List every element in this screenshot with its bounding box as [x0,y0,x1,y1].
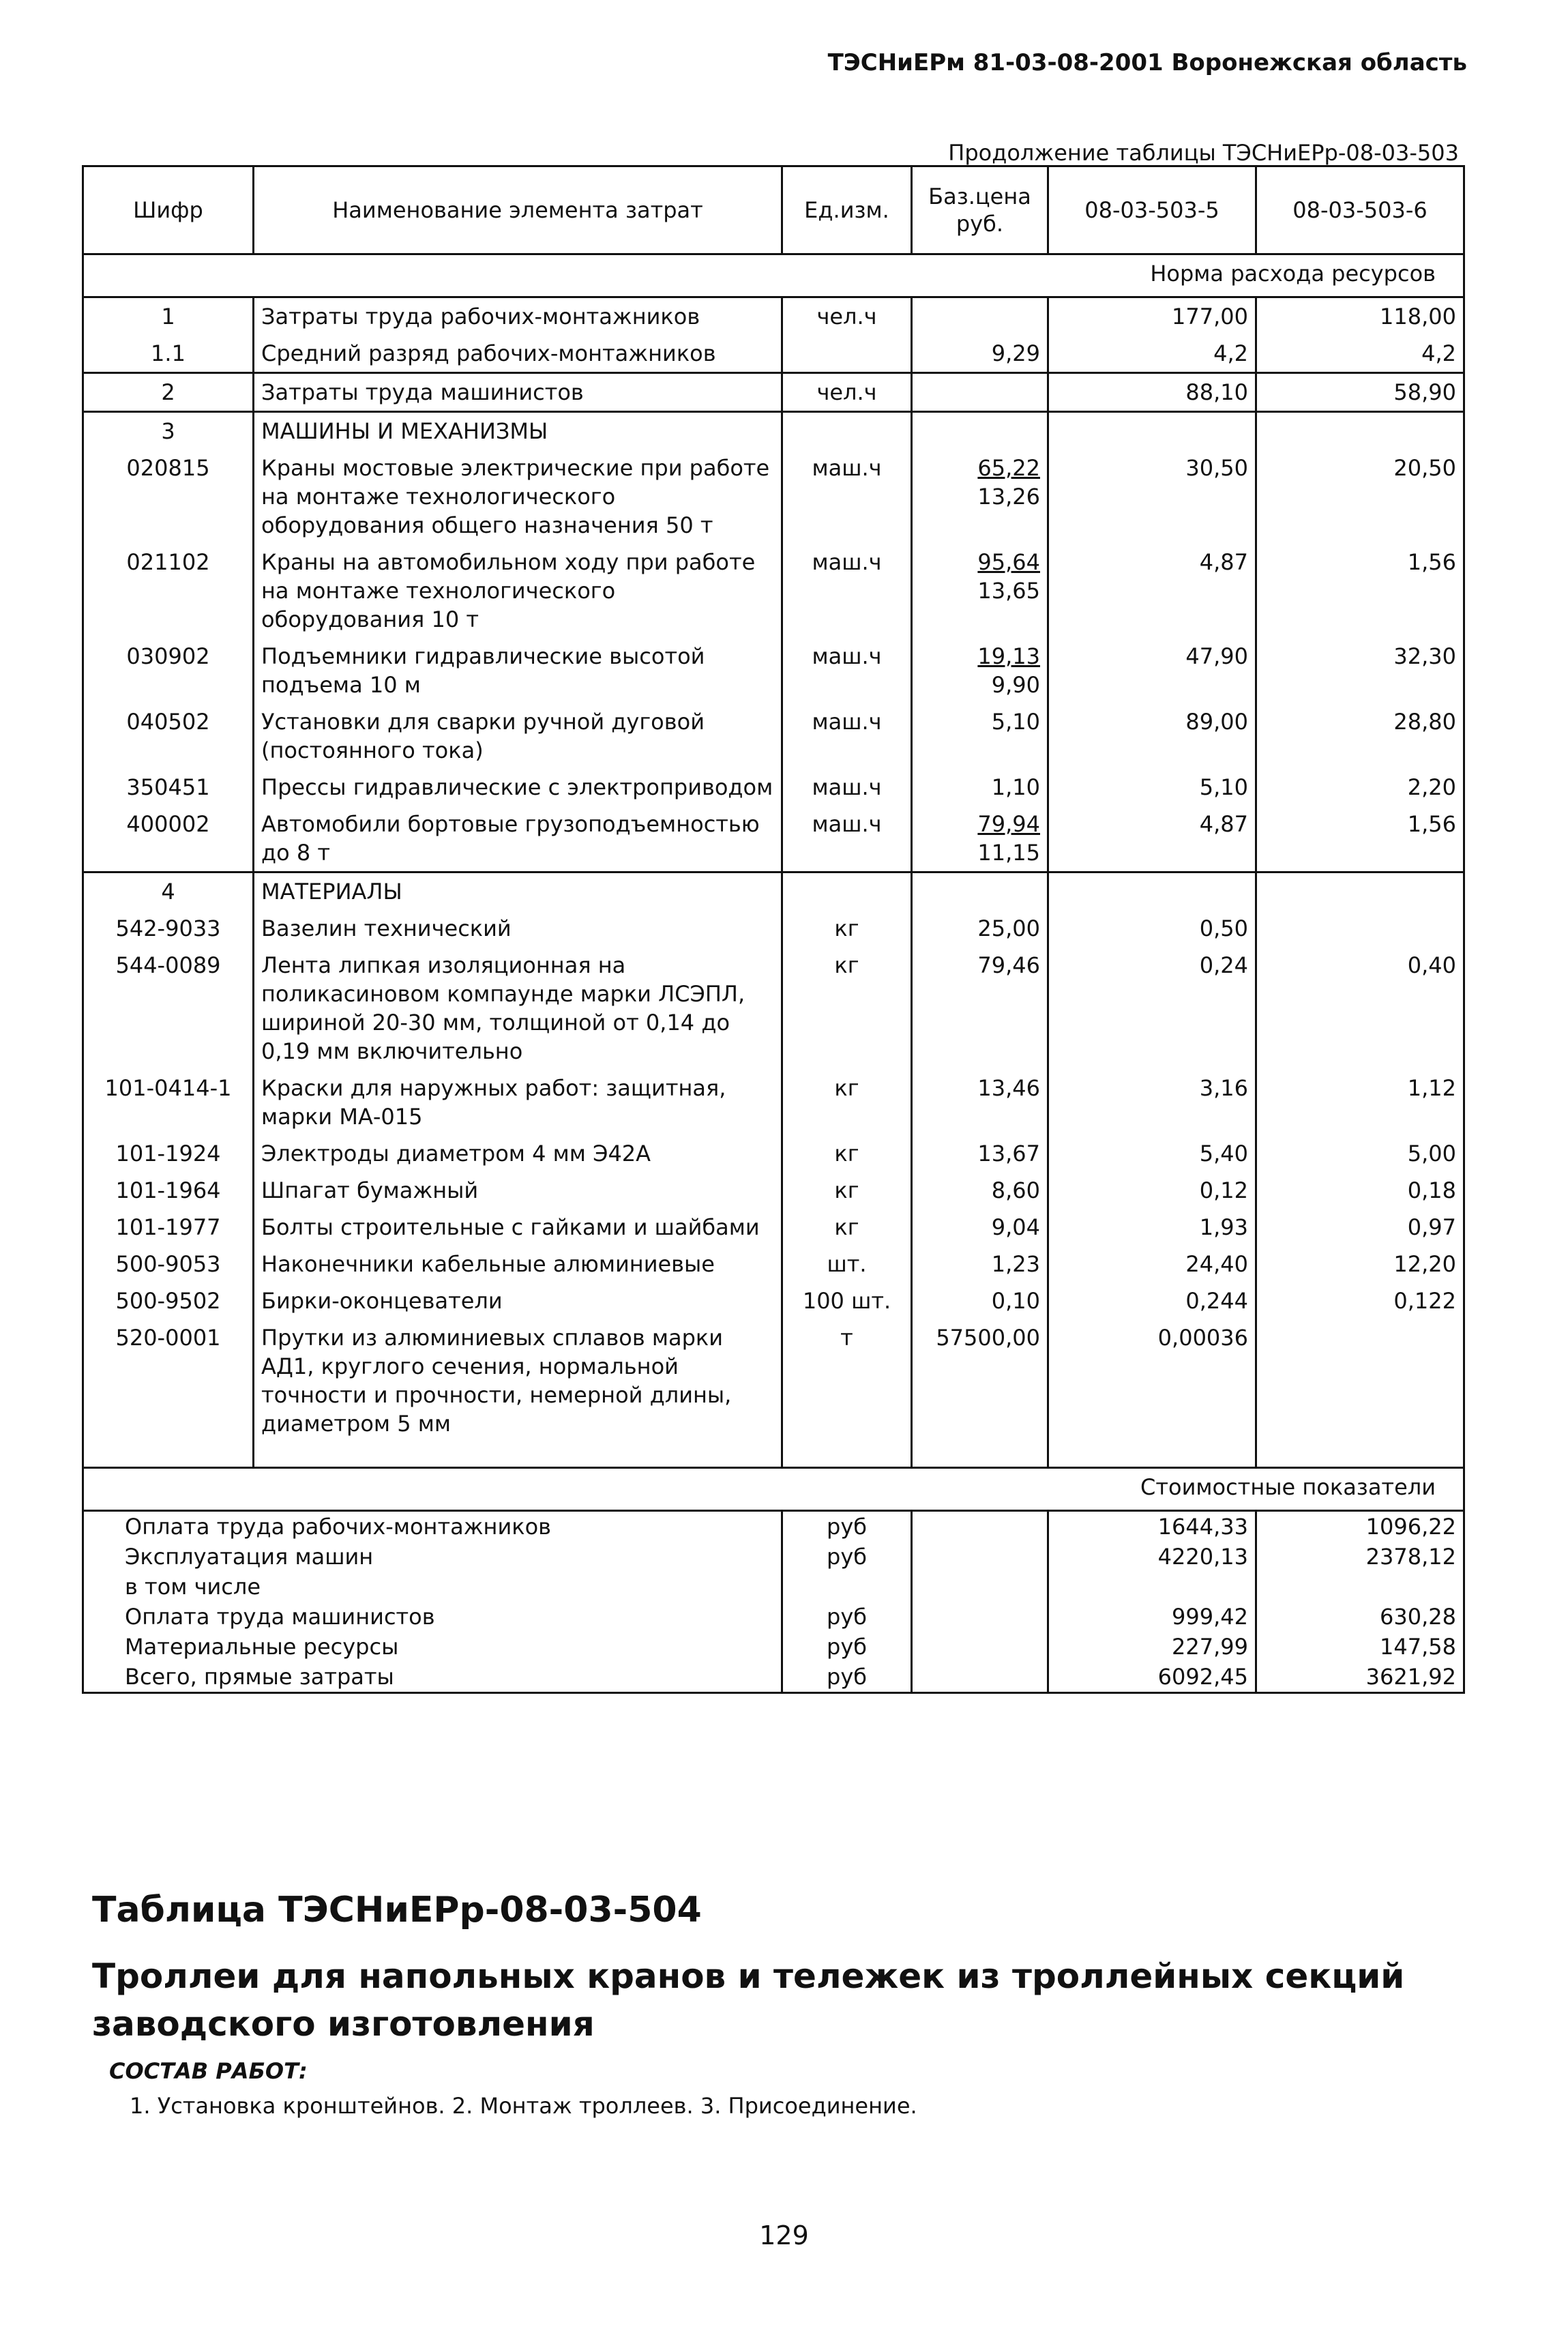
norm-label: Норма расхода ресурсов [83,254,1464,297]
machines-section-row [83,412,1464,450]
price-cell [912,1209,1048,1246]
material-row [83,947,1464,1070]
unit-cell: чел.ч [782,297,912,336]
page-header: ТЭСНиЕРм 81-03-08-2001 Воронежская область [827,49,1467,76]
price-cell [912,910,1048,947]
machine-row [83,450,1464,544]
code-cell: 101-1964 [83,1172,254,1209]
price-operator-value: 13,65 [977,578,1040,604]
cost-label: Стоимостные показатели [83,1468,1464,1511]
price-cell [912,544,1048,638]
labor-row [83,335,1464,373]
cost-row-unit: руб [782,1511,912,1542]
price-value: 19,13 [977,643,1040,669]
material-row [83,1209,1464,1246]
value-cell-2: 12,20 [1256,1246,1464,1282]
spacer-cell [1048,1442,1256,1468]
code-cell: 021102 [83,544,254,638]
price-value: 79,94 [977,811,1040,837]
price-cell [912,1282,1048,1319]
price-value: 79,46 [977,952,1040,978]
value-cell-2: 58,90 [1256,373,1464,412]
cost-row-v2 [1256,1572,1464,1602]
price-value: 1,23 [991,1251,1040,1277]
name-cell: Установки для сварки ручной дуговой (постоянного тока) [254,703,782,769]
value-cell-2: 32,30 [1256,638,1464,703]
price-cell [912,297,1048,336]
name-cell: Краски для наружных работ: защитная, марки МА-015 [254,1070,782,1135]
value-cell-1: 0,50 [1048,910,1256,947]
unit-cell: шт. [782,1246,912,1282]
header-price: Баз.цена руб. [912,166,1048,254]
name-cell: Средний разряд рабочих-монтажников [254,335,782,373]
machine-row [83,703,1464,769]
material-row [83,910,1464,947]
cost-row-v1: 4220,13 [1048,1542,1256,1572]
unit-cell: кг [782,947,912,1070]
cost-row-v1: 227,99 [1048,1632,1256,1662]
value-cell-1 [1048,412,1256,450]
cost-row-unit: руб [782,1542,912,1572]
price-value: 25,00 [977,915,1040,941]
price-operator-value: 9,90 [991,672,1040,698]
name-cell: Болты строительные с гайками и шайбами [254,1209,782,1246]
code-cell: 520-0001 [83,1319,254,1442]
header-v2: 08-03-503-6 [1256,166,1464,254]
code-cell: 4 [83,872,254,911]
cost-row-label: Всего, прямые затраты [83,1662,782,1693]
value-cell-1: 5,40 [1048,1135,1256,1172]
name-cell: Прутки из алюминиевых сплавов марки АД1, круглого сечения, нормальной точности и прочности, немерной длины, диаметром 5 мм [254,1319,782,1442]
machine-row [83,544,1464,638]
cost-row-price-empty [912,1632,1048,1662]
cost-row-label: Оплата труда рабочих-монтажников [83,1511,782,1542]
name-cell: Затраты труда рабочих-монтажников [254,297,782,336]
value-cell-1: 4,2 [1048,335,1256,373]
table-continuation-note: Продолжение таблицы ТЭСНиЕРр-08-03-503 [948,140,1459,166]
cost-row-price-empty [912,1511,1048,1542]
unit-cell: кг [782,1135,912,1172]
unit-cell: маш.ч [782,450,912,544]
cost-row-label: в том числе [83,1572,782,1602]
cost-row [83,1632,1464,1662]
unit-cell: маш.ч [782,703,912,769]
price-operator-value: 13,26 [977,484,1040,510]
resource-table [82,165,1465,1694]
price-cell [912,1070,1048,1135]
name-cell: Краны мостовые электрические при работе на монтаже технологического оборудования общего назначения 50 т [254,450,782,544]
value-cell-2: 0,122 [1256,1282,1464,1319]
materials-section-row [83,872,1464,911]
value-cell-2: 1,12 [1256,1070,1464,1135]
price-value: 1,10 [991,774,1040,800]
price-value: 13,46 [977,1075,1040,1101]
name-cell: Бирки-оконцеватели [254,1282,782,1319]
code-cell: 030902 [83,638,254,703]
unit-cell [782,872,912,911]
name-cell: Автомобили бортовые грузоподъемностью до 8 т [254,806,782,872]
value-cell-2: 118,00 [1256,297,1464,336]
code-cell: 350451 [83,769,254,806]
value-cell-1: 0,12 [1048,1172,1256,1209]
price-cell [912,373,1048,412]
spacer-cell [254,1442,782,1468]
code-cell: 020815 [83,450,254,544]
price-cell [912,1172,1048,1209]
value-cell-2: 5,00 [1256,1135,1464,1172]
unit-cell: т [782,1319,912,1442]
unit-cell: маш.ч [782,544,912,638]
value-cell-1: 1,93 [1048,1209,1256,1246]
value-cell-1: 30,50 [1048,450,1256,544]
material-row [83,1172,1464,1209]
cost-row [83,1511,1464,1542]
value-cell-1: 24,40 [1048,1246,1256,1282]
cost-row-v2: 1096,22 [1256,1511,1464,1542]
value-cell-1: 47,90 [1048,638,1256,703]
price-value: 0,10 [991,1288,1040,1314]
value-cell-2: 0,18 [1256,1172,1464,1209]
value-cell-1: 88,10 [1048,373,1256,412]
price-value: 13,67 [977,1141,1040,1166]
value-cell-1: 0,24 [1048,947,1256,1070]
unit-cell: чел.ч [782,373,912,412]
spacer-cell [782,1442,912,1468]
cost-row-unit [782,1572,912,1602]
cost-row-v2: 3621,92 [1256,1662,1464,1693]
labor-row [83,297,1464,336]
cost-row-v1 [1048,1572,1256,1602]
price-cell [912,806,1048,872]
name-cell: Наконечники кабельные алюминиевые [254,1246,782,1282]
unit-cell: кг [782,1070,912,1135]
price-value: 65,22 [977,455,1040,481]
spacer-cell [83,1442,254,1468]
name-cell: Вазелин технический [254,910,782,947]
norm-label-row [83,254,1464,297]
cost-row-label: Материальные ресурсы [83,1632,782,1662]
value-cell-2: 0,97 [1256,1209,1464,1246]
value-cell-2: 28,80 [1256,703,1464,769]
price-value: 95,64 [977,549,1040,575]
section-subtitle: Троллеи для напольных кранов и тележек из троллейных секций заводского изготовления [92,1956,1405,2044]
name-cell: Лента липкая изоляционная на поликасиновом компаунде марки ЛСЭПЛ, шириной 20-30 мм, толщиной от 0,14 до 0,19 мм включительно [254,947,782,1070]
cost-row-v1: 6092,45 [1048,1662,1256,1693]
unit-cell: кг [782,1209,912,1246]
page-number: 129 [759,2220,809,2250]
unit-cell: кг [782,1172,912,1209]
value-cell-1: 0,00036 [1048,1319,1256,1442]
name-cell: МАТЕРИАЛЫ [254,872,782,911]
spacer-cell [912,1442,1048,1468]
code-cell: 040502 [83,703,254,769]
name-cell: Электроды диаметром 4 мм Э42А [254,1135,782,1172]
value-cell-2: 1,56 [1256,544,1464,638]
cost-row-label: Эксплуатация машин [83,1542,782,1572]
header-code: Шифр [83,166,254,254]
table-header-row [83,166,1464,254]
name-cell: Подъемники гидравлические высотой подъема 10 м [254,638,782,703]
cost-row [83,1542,1464,1572]
code-cell: 1.1 [83,335,254,373]
unit-cell: маш.ч [782,806,912,872]
works-text: 1. Установка кронштейнов. 2. Монтаж троллеев. 3. Присоединение. [130,2093,917,2119]
header-name: Наименование элемента затрат [254,166,782,254]
code-cell: 500-9053 [83,1246,254,1282]
machine-row [83,769,1464,806]
spacer-cell [1256,1442,1464,1468]
value-cell-2: 4,2 [1256,335,1464,373]
value-cell-2 [1256,872,1464,911]
price-cell [912,769,1048,806]
unit-cell: маш.ч [782,638,912,703]
cost-row-v1: 1644,33 [1048,1511,1256,1542]
value-cell-1: 0,244 [1048,1282,1256,1319]
cost-row-price-empty [912,1542,1048,1572]
price-cell [912,1135,1048,1172]
code-cell: 542-9033 [83,910,254,947]
code-cell: 400002 [83,806,254,872]
header-unit: Ед.изм. [782,166,912,254]
price-value: 8,60 [991,1177,1040,1203]
price-value: 9,29 [991,340,1040,366]
labor-row [83,373,1464,412]
code-cell: 500-9502 [83,1282,254,1319]
cost-row-price-empty [912,1602,1048,1632]
value-cell-2 [1256,910,1464,947]
material-row [83,1246,1464,1282]
name-cell: МАШИНЫ И МЕХАНИЗМЫ [254,412,782,450]
cost-row-v2: 147,58 [1256,1632,1464,1662]
value-cell-1 [1048,872,1256,911]
material-row [83,1319,1464,1442]
price-cell [912,703,1048,769]
cost-label-row [83,1468,1464,1511]
cost-row-label: Оплата труда машинистов [83,1602,782,1632]
unit-cell: маш.ч [782,769,912,806]
code-cell: 3 [83,412,254,450]
price-value: 5,10 [991,709,1040,735]
code-cell: 101-1977 [83,1209,254,1246]
value-cell-2 [1256,1319,1464,1442]
material-row [83,1135,1464,1172]
table-body [83,254,1464,1693]
code-cell: 1 [83,297,254,336]
price-cell [912,638,1048,703]
value-cell-1: 177,00 [1048,297,1256,336]
cost-row [83,1662,1464,1693]
code-cell: 101-0414-1 [83,1070,254,1135]
price-operator-value: 11,15 [977,840,1040,866]
cost-row-unit: руб [782,1632,912,1662]
cost-row [83,1572,1464,1602]
code-cell: 544-0089 [83,947,254,1070]
code-cell: 2 [83,373,254,412]
value-cell-2 [1256,412,1464,450]
unit-cell [782,412,912,450]
code-cell: 101-1924 [83,1135,254,1172]
cost-row-unit: руб [782,1602,912,1632]
unit-cell [782,335,912,373]
price-cell [912,872,1048,911]
value-cell-2: 1,56 [1256,806,1464,872]
value-cell-1: 5,10 [1048,769,1256,806]
material-row [83,1282,1464,1319]
price-cell [912,335,1048,373]
works-heading: СОСТАВ РАБОТ: [109,2058,308,2084]
value-cell-2: 2,20 [1256,769,1464,806]
cost-row-price-empty [912,1662,1048,1693]
name-cell: Прессы гидравлические с электроприводом [254,769,782,806]
value-cell-1: 3,16 [1048,1070,1256,1135]
price-cell [912,450,1048,544]
cost-row [83,1602,1464,1632]
name-cell: Шпагат бумажный [254,1172,782,1209]
unit-cell: 100 шт. [782,1282,912,1319]
price-value: 57500,00 [936,1325,1040,1351]
machine-row [83,638,1464,703]
machine-row [83,806,1464,872]
section-title: Таблица ТЭСНиЕРр-08-03-504 [92,1890,702,1931]
value-cell-1: 4,87 [1048,544,1256,638]
cost-row-v2: 630,28 [1256,1602,1464,1632]
cost-row-price-empty [912,1572,1048,1602]
cost-row-v2: 2378,12 [1256,1542,1464,1572]
name-cell: Затраты труда машинистов [254,373,782,412]
price-value: 9,04 [991,1214,1040,1240]
price-cell [912,1246,1048,1282]
cost-row-v1: 999,42 [1048,1602,1256,1632]
price-cell [912,412,1048,450]
name-cell: Краны на автомобильном ходу при работе на монтаже технологического оборудования 10 т [254,544,782,638]
value-cell-1: 89,00 [1048,703,1256,769]
value-cell-2: 20,50 [1256,450,1464,544]
header-v1: 08-03-503-5 [1048,166,1256,254]
value-cell-1: 4,87 [1048,806,1256,872]
price-cell [912,947,1048,1070]
price-cell [912,1319,1048,1442]
cost-row-unit: руб [782,1662,912,1693]
value-cell-2: 0,40 [1256,947,1464,1070]
material-row [83,1070,1464,1135]
materials-end-row [83,1442,1464,1468]
unit-cell: кг [782,910,912,947]
